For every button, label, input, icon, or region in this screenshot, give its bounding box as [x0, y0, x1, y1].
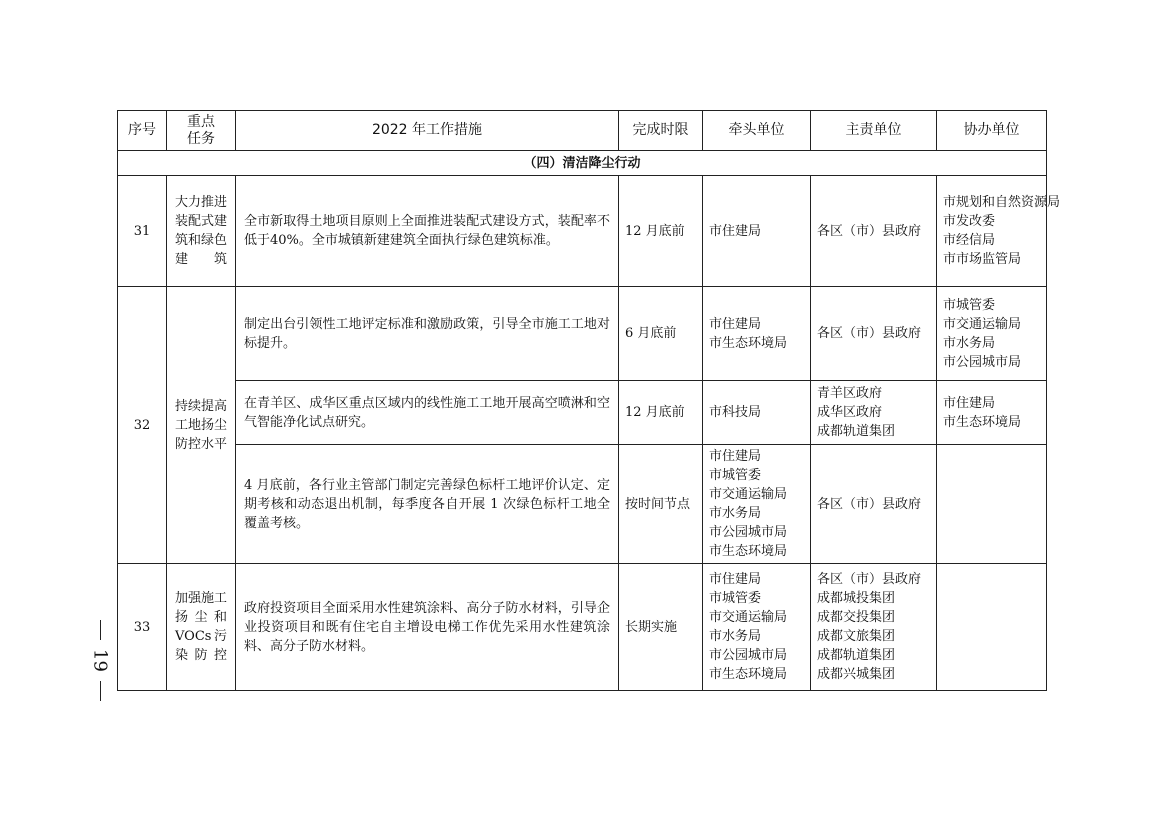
- lead-item: 市公园城市局: [709, 525, 788, 540]
- lead-item: 市城管委: [709, 468, 762, 483]
- row32-sub1-assist: [937, 287, 1047, 381]
- lead-item: 市交通运输局: [709, 610, 788, 625]
- row32-sub2-deadline: 12 月底前: [619, 381, 703, 445]
- section-row: [118, 151, 1047, 176]
- header-responsible: 主责单位: [811, 111, 937, 151]
- row32-sub2-responsible: [811, 381, 937, 445]
- page-number-dash-bottom: [100, 681, 101, 701]
- assist-item: 市规划和自然资源局: [943, 195, 1061, 210]
- row32-sub3-responsible: 各区（市）县政府: [811, 445, 937, 564]
- lead-item: 市水务局: [709, 629, 762, 644]
- page-number-dash-top: [100, 620, 101, 640]
- row32-sub2-lead: 市科技局: [703, 381, 811, 445]
- row32-sub3-measure: 4 月底前，各行业主管部门制定完善绿色标杆工地评价认定、定期考核和动态退出机制，每季度各自开展 1 次绿色标杆工地全覆盖考核。: [236, 445, 619, 564]
- lead-item: 市交通运输局: [709, 487, 788, 502]
- responsible-item: 成都轨道集团: [817, 424, 896, 439]
- lead-item: 市公园城市局: [709, 648, 788, 663]
- row31-deadline: 12 月底前: [619, 176, 703, 287]
- work-plan-table: [117, 110, 1061, 691]
- lead-item: 市生态环境局: [709, 335, 788, 351]
- row33-lead: [703, 564, 811, 691]
- row33-seq: 33: [118, 564, 167, 691]
- header-task: 重点任务: [167, 111, 236, 151]
- lead-item: 市生态环境局: [709, 544, 788, 559]
- row31-assist: [937, 176, 1061, 287]
- row32-sub2-measure: 在青羊区、成华区重点区域内的线性施工工地开展高空喷淋和空气智能净化试点研究。: [236, 381, 619, 445]
- table-row: [118, 176, 1047, 287]
- lead-item: 市水务局: [709, 506, 762, 521]
- header-assist: 协办单位: [937, 111, 1047, 151]
- table-row: [118, 445, 1047, 564]
- row33-assist: [937, 564, 1047, 691]
- header-deadline: 完成时限: [619, 111, 703, 151]
- header-seq: 序号: [118, 111, 167, 151]
- assist-item: 市生态环境局: [943, 414, 1022, 430]
- assist-item: 市住建局: [943, 395, 996, 411]
- section-title: （四）清洁降尘行动: [118, 151, 1047, 176]
- row33-measure: 政府投资项目全面采用水性建筑涂料、高分子防水材料，引导企业投资项目和既有住宅自主增设电梯工作优先采用水性建筑涂料、高分子防水材料。: [236, 564, 619, 691]
- row33-deadline: 长期实施: [619, 564, 703, 691]
- assist-item: 市城管委: [943, 297, 996, 313]
- page-number: [88, 620, 112, 701]
- assist-item: 市市场监管局: [943, 252, 1022, 267]
- row31-seq: 31: [118, 176, 167, 287]
- row32-sub2-assist: [937, 381, 1047, 445]
- row33-task: 加强施工扬尘和VOCs污染防控: [167, 564, 236, 691]
- responsible-item: 成都轨道集团: [817, 648, 896, 663]
- header-lead: 牵头单位: [703, 111, 811, 151]
- page-number-text: 19: [89, 649, 111, 672]
- assist-item: 市公园城市局: [943, 354, 1022, 370]
- lead-item: 市住建局: [709, 449, 762, 464]
- table-row: [118, 381, 1047, 445]
- lead-item: 市住建局: [709, 316, 762, 332]
- responsible-item: 成都城投集团: [817, 591, 896, 606]
- header-row: [118, 111, 1047, 151]
- row31-task: 大力推进装配式建筑和绿色建筑: [167, 176, 236, 287]
- header-measures: 2022 年工作措施: [236, 111, 619, 151]
- responsible-item: 青羊区政府: [817, 386, 883, 401]
- row31-lead: 市住建局: [703, 176, 811, 287]
- row32-sub1-deadline: 6 月底前: [619, 287, 703, 381]
- responsible-item: 成都交投集团: [817, 610, 896, 625]
- table-row: [118, 564, 1047, 691]
- assist-item: 市经信局: [943, 233, 996, 248]
- row32-sub3-deadline: 按时间节点: [619, 445, 703, 564]
- row32-sub1-responsible: 各区（市）县政府: [811, 287, 937, 381]
- assist-item: 市交通运输局: [943, 316, 1022, 332]
- lead-item: 市生态环境局: [709, 667, 788, 682]
- row32-sub1-lead: [703, 287, 811, 381]
- assist-item: 市水务局: [943, 335, 996, 351]
- responsible-item: 成都兴城集团: [817, 667, 896, 682]
- row33-responsible: [811, 564, 937, 691]
- row31-measure: 全市新取得土地项目原则上全面推进装配式建设方式，装配率不低于40%。全市城镇新建建筑全面执行绿色建筑标准。: [236, 176, 619, 287]
- row32-sub1-measure: 制定出台引领性工地评定标准和激励政策，引导全市施工工地对标提升。: [236, 287, 619, 381]
- responsible-item: 成华区政府: [817, 405, 883, 420]
- row31-responsible: 各区（市）县政府: [811, 176, 937, 287]
- row32-seq: 32: [118, 287, 167, 564]
- table-row: [118, 287, 1047, 381]
- responsible-item: 各区（市）县政府: [817, 572, 922, 587]
- lead-item: 市城管委: [709, 591, 762, 606]
- row32-sub3-lead: [703, 445, 811, 564]
- lead-item: 市住建局: [709, 572, 762, 587]
- row32-sub3-assist: [937, 445, 1047, 564]
- row32-task: 持续提高工地扬尘防控水平: [167, 287, 236, 564]
- assist-item: 市发改委: [943, 214, 996, 229]
- responsible-item: 成都文旅集团: [817, 629, 896, 644]
